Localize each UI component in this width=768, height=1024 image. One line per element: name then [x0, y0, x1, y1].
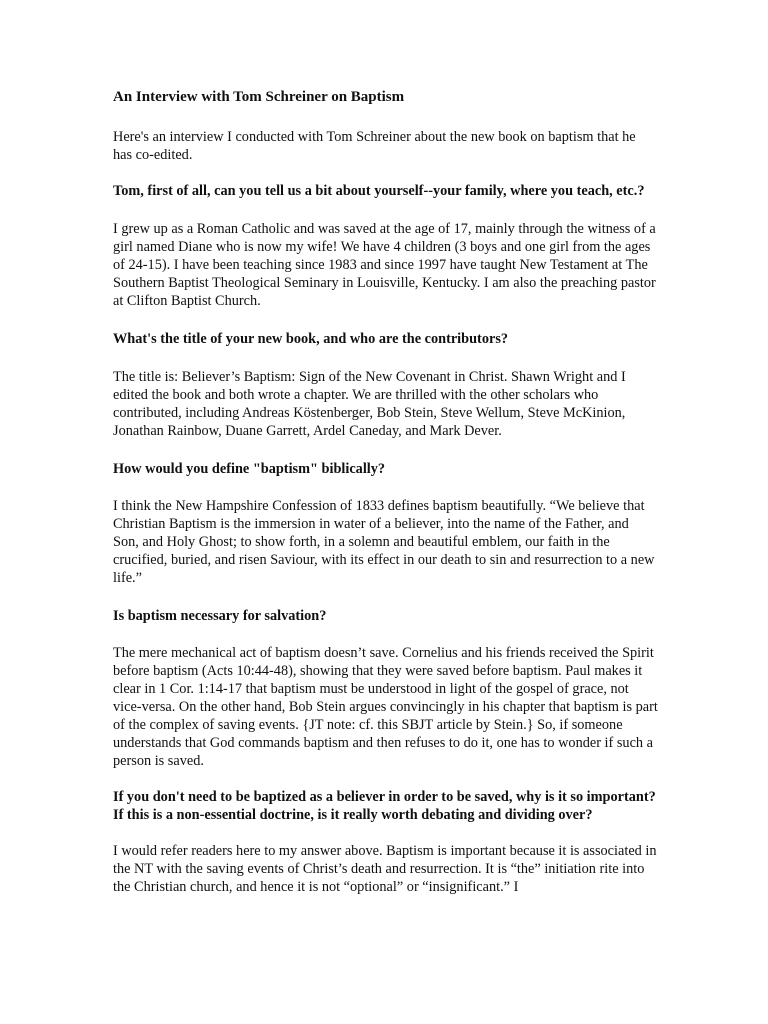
question-5: If you don't need to be baptized as a believer in order to be saved, why is it so important? If this is a non-essential doctrine, is it really worth debating and dividing over?: [113, 789, 656, 823]
question-3: How would you define "baptism" biblically?: [113, 461, 386, 477]
question-4: Is baptism necessary for salvation?: [113, 608, 327, 624]
question-1: Tom, first of all, can you tell us a bit about yourself--your family, where you teach, etc.?: [113, 183, 645, 199]
intro-paragraph: Here's an interview I conducted with Tom Schreiner about the new book on baptism that he has co-edited.: [113, 129, 636, 163]
document-title: An Interview with Tom Schreiner on Baptism: [113, 89, 405, 105]
question-2: What's the title of your new book, and who are the contributors?: [113, 331, 509, 347]
document-page: [113, 88, 658, 914]
answer-1: I grew up as a Roman Catholic and was saved at the age of 17, mainly through the witness of a girl named Diane who is now my wife! We have 4 children (3 boys and one girl from the ages of 24-15). I have been teaching since 1983 and since 1997 have taught New Testament at The Southern Baptist Theological Seminary in Louisville, Kentucky. I am also the preaching pastor at Clifton Baptist Church.: [113, 221, 656, 309]
answer-2: The title is: Believer’s Baptism: Sign of the New Covenant in Christ. Shawn Wright and I edited the book and both wrote a chapter. We are thrilled with the other scholars who contributed, including Andreas Köstenberger, Bob Stein, Steve Wellum, Steve McKinion, Jonathan Rainbow, Duane Garrett, Ardel Caneday, and Mark Dever.: [113, 369, 626, 439]
answer-3: I think the New Hampshire Confession of 1833 defines baptism beautifully. “We believe that Christian Baptism is the immersion in water of a believer, into the name of the Father, and Son, and Holy Ghost; to show forth, in a solemn and beautiful emblem, our faith in the crucified, buried, and risen Saviour, with its effect in our death to sin and resurrection to a new life.”: [113, 498, 655, 586]
answer-5: I would refer readers here to my answer above. Baptism is important because it is associated in the NT with the saving events of Christ’s death and resurrection. It is “the” initiation rite into the Christian church, and hence it is not “optional” or “insignificant.” I: [113, 843, 657, 895]
answer-4: The mere mechanical act of baptism doesn’t save. Cornelius and his friends received the Spirit before baptism (Acts 10:44-48), showing that they were saved before baptism. Paul makes it clear in 1 Cor. 1:14-17 that baptism must be understood in light of the gospel of grace, not vice-versa. On the other hand, Bob Stein argues convincingly in his chapter that baptism is part of the complex of saving events. {JT note: cf. this SBJT article by Stein.} So, if someone understands that God commands baptism and then refuses to do it, one has to wonder if such a person is saved.: [113, 645, 658, 769]
